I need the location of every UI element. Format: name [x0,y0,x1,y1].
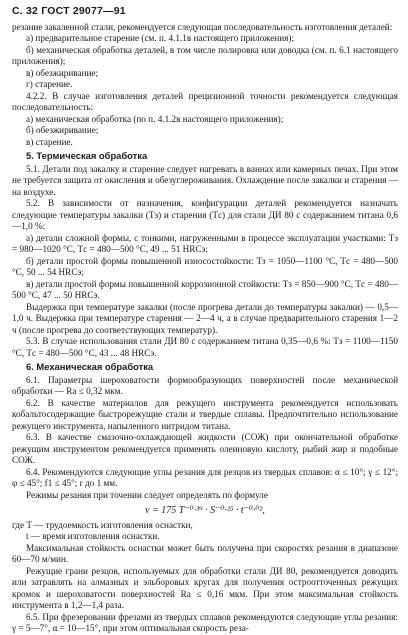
list-item: б) механическая обработка деталей, в том числе полировка или доводка (см. п. 6.1 настоящего приложения); [12,44,398,66]
paragraph-5-2-a: а) детали сложной формы, с тонкими, нагруженными в процессе эксплуатации участками: Tз = 980—1020 °С, Tс = 480—500 °С, 49 ... 51 HRCэ; [12,232,398,254]
paragraph-5-2-b: б) детали простой формы повышенной износостойкости: Tз = 1050—1100 °С, Tс = 480—500 °С, 50 ... 54 HRCэ; [12,255,398,277]
formula-where-1: где T — трудоемкость изготовления оснастки, [12,519,193,530]
paragraph-5-2-d: Выдержка при температуре закалки (после прогрева детали до температуры закалки) — 0,5—1,0 ч. Выдержка при температуре старения — 2—4 ч, а в случае предварительного старения 1—2 ч (после прогрева до соответствующих температур). [12,301,398,335]
list-item: г) старение. [26,79,73,89]
paragraph-5-2: 5.2. В зависимости от назначения, конфигурации деталей рекомендуется назначать следующие температуры закалки (Tз) и старения (Tс) для стали ДИ 80 с содержанием титана 0,6—1,0 %: [12,198,398,231]
paragraph-intro: резание закаленной стали, рекомендуется следующая последовательность изготовления деталей: [12,21,393,32]
cutting-speed-formula: v = 175 T⁻⁰·³⁹ · S⁻⁰·²⁵ · t⁻⁰·⁰², [145,505,265,516]
paragraph-6-3: 6.3. В качестве смазочно-охлаждающей жидкости (СОЖ) при окончательной обработке режущим инструментом рекомендуется применять олеиновую кислоту, рыбий жир и подобные СОЖ. [12,432,398,465]
list-item: а) механическая обработка (по п. 4.1.2в настоящего приложения); [26,113,284,124]
list-item: в) обезжиривание; [26,67,99,78]
paragraph-6-4-b: Режимы резания при точении следует определять по формуле [26,489,268,500]
paragraph-6-1: 6.1. Параметры шероховатости формообразующих поверхностей после механической обработки — Ra ≤ 0,32 мкм. [12,374,398,396]
page-header: С. 32 ГОСТ 29077—91 [12,5,126,17]
paragraph-6-2: 6.2. В качестве материалов для режущего инструмента рекомендуется использовать кобальтосодержащие быстрорежущие стали и твердые сплавы. Предпочтительно использование режущего инструмента, напыленного нитридом титана. [12,397,398,431]
paragraph-5-3: 5.3. В случае использования стали ДИ 80 с содержанием титана 0,35—0,6 %: Tз = 1100—1150 °С, Tс = 480—500 °С, 43 ... 48 HRCэ. [12,336,398,358]
formula-where-2: t — время изготовления оснастки. [26,531,160,541]
list-item: а) предварительное старение (см. п. 4.1.1в настоящего приложения); [26,33,295,43]
section-heading-6: 6. Механическая обработка [26,361,154,372]
paragraph-6-4-d: Режущие грани резцов, используемых для обработки стали ДИ 80, рекомендуется доводить или затравлять на алмазных и эльборовых кругах для получения остроотточенных режущих кромок и шероховатости поверхностей Ra ≤ 0,16 мкм. При этом максимальная стойкость инструмента в 1,2—1,4 раза. [12,565,398,610]
list-item: в) старение. [26,136,73,147]
paragraph-6-4: 6.4. Рекомендуются следующие углы резания для резцов из твердых сплавов: α ≤ 10°; γ ≤ 12°; φ ≤ 45°; f1 ≤ 45°; r до 1 мм. [12,466,398,488]
paragraph-5-2-c: в) детали простой формы повышенной коррозионной стойкости: Tз = 850—900 °С, Tс = 480—500 °С, 47 ... 50 HRCэ. [12,278,398,300]
paragraph-6-5: 6.5. При фрезеровании фрезами из твердых сплавов рекомендуются следующие углы резания: γ = 5—7°, α = 10—15°, при этом оптимальная скорость реза- [12,611,398,633]
list-item: б) обезжиривание; [26,125,99,135]
section-heading-5: 5. Термическая обработка [26,150,148,161]
paragraph-4-2-2: 4.2.2. В случае изготовления деталей прецизионной точности рекомендуется следующая последовательность: [12,90,398,112]
paragraph-6-4-c: Максимальная стойкость оснастки может быть получена при скоростях резания в диапазоне 60—70 м/мин. [12,542,398,564]
paragraph-5-1: 5.1. Детали под закалку и старение следует нагревать в ваннах или камерных печах. При этом не требуется защита от окисления и обезуглероживания. Охлаждение после закалки и старения — на воздухе. [12,163,398,197]
